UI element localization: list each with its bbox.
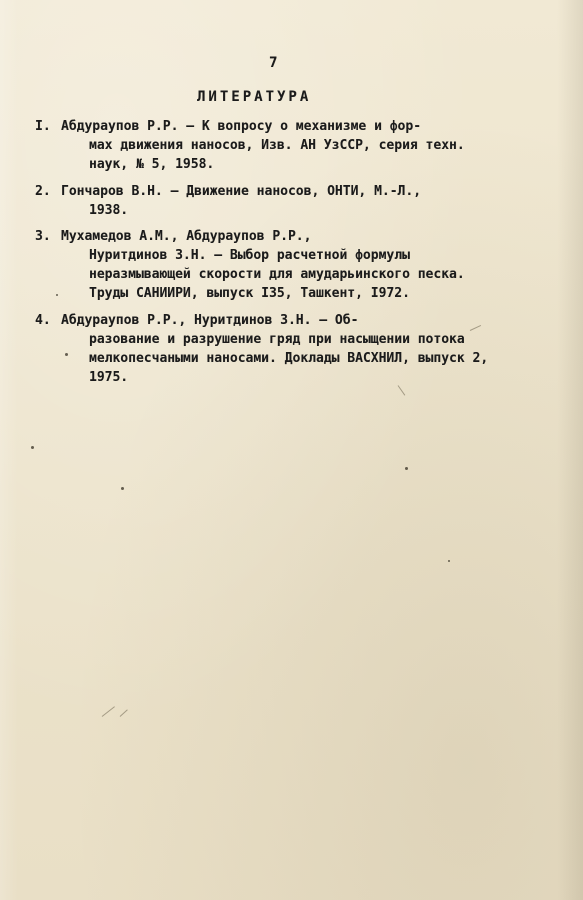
page-right-shadow [557,0,583,900]
paper-speck [121,487,124,490]
page-title: ЛИТЕРАТУРА [197,89,312,105]
page-left-edge [0,0,18,900]
reference-line: мах движения наносов, Изв. АН УзССР, серия техн. [89,138,465,153]
reference-line: мелкопесчаными наносами. Доклады ВАСХНИЛ, выпуск 2, [89,351,489,366]
reference-line: неразмывающей скорости для амударьинского песка. [89,267,465,282]
reference-line: Гончаров В.Н. – Движение наносов, ОНТИ, М.-Л., [61,184,422,199]
reference-number: 2. [35,184,51,199]
page-number: 7 [269,55,278,71]
paper-speck [31,446,34,449]
paper-scratch [120,709,128,716]
reference-number: 4. [35,313,51,328]
reference-line: Абдураупов Р.Р., Нуритдинов З.Н. – Об- [61,313,359,328]
paper-speck [56,294,58,296]
reference-line: Труды САНИИРИ, выпуск I35, Ташкент, I972. [89,286,410,301]
paper-speck [448,560,450,562]
paper-speck [65,353,68,356]
reference-line: наук, № 5, 1958. [89,157,215,172]
reference-line: 1938. [89,203,129,218]
reference-number: 3. [35,229,51,244]
paper-scratch [102,706,115,717]
reference-line: Нуритдинов З.Н. – Выбор расчетной формулы [89,248,410,263]
reference-line: 1975. [89,370,129,385]
paper-scratch [398,385,406,395]
paper-speck [405,467,408,470]
paper-scratch [470,325,481,331]
reference-number: I. [35,119,51,134]
reference-line: разование и разрушение гряд при насыщении потока [89,332,465,347]
reference-line: Абдураупов Р.Р. – К вопросу о механизме и фор- [61,119,422,134]
reference-line: Мухамедов А.М., Абдураупов Р.Р., [61,229,312,244]
